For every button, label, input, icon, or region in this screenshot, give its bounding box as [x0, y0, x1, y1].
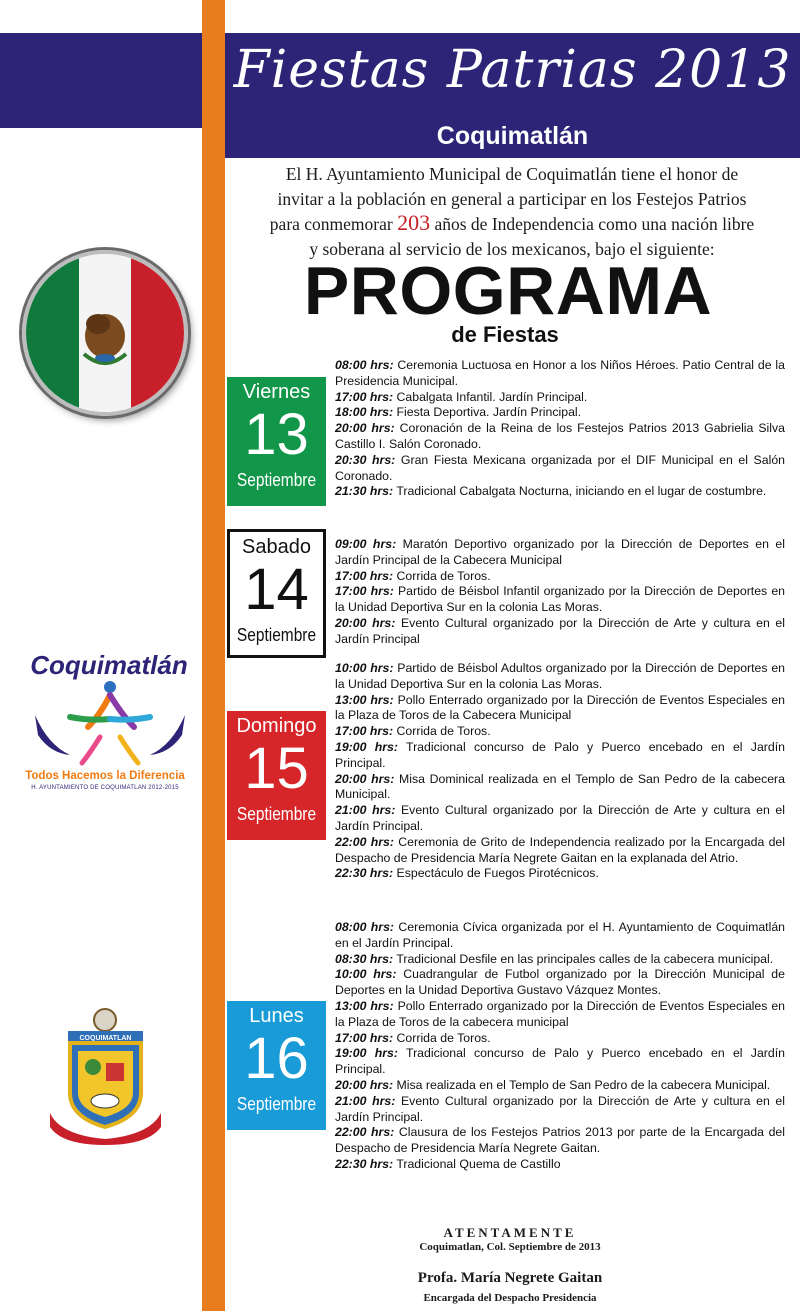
event-item: 08:30 hrs: Tradicional Desfile en las principales calles de la cabecera municipal.	[335, 951, 774, 966]
day-month: Septiembre	[236, 804, 317, 824]
event-item: 17:00 hrs: Cabalgata Infantil. Jardín Principal.	[335, 389, 588, 404]
day-number: 16	[244, 1026, 309, 1091]
event-item: 19:00 hrs: Tradicional concurso de Palo y Puerco encebado en el Jardín Principal.	[335, 739, 785, 770]
closing-place-date: Coquimatlan, Col. Septiembre de 2013	[419, 1241, 601, 1253]
event-item: 22:00 hrs: Ceremonia de Grito de Independencia realizado por la Encargada del Despacho de Presidencia María Negrete Gaitan en la explanada del Atrio.	[335, 834, 785, 865]
day-card-sabado	[227, 529, 326, 658]
intro-line-3b: años de Independencia como una nación libre	[434, 214, 755, 234]
event-item: 13:00 hrs: Pollo Enterrado organizado por la Dirección de Eventos Especiales en la Plaza de Toros de la cabecera municipal	[335, 998, 785, 1029]
day-number: 14	[244, 557, 309, 622]
event-item: 21:30 hrs: Tradicional Cabalgata Nocturna, iniciando en el lugar de costumbre.	[335, 484, 767, 499]
event-item: 10:00 hrs: Partido de Béisbol Adultos organizado por la Dirección de Deportes en la Unidad Deportiva Sur en la colonia Las Moras.	[335, 661, 786, 691]
day-name: Lunes	[249, 1005, 304, 1027]
event-item: 21:00 hrs: Evento Cultural organizado por la Dirección de Arte y cultura en el Jardín Principal.	[335, 803, 785, 833]
people-logo-icon	[30, 675, 190, 770]
events-sabado	[335, 537, 785, 648]
event-item: 13:00 hrs: Pollo Enterrado organizado por la Dirección de Eventos Especiales en la Plaza de Toros de la Cabecera Municipal	[335, 692, 785, 723]
mexican-flag-icon	[22, 250, 188, 416]
poster-title: Fiestas Patrias 2013	[233, 40, 792, 100]
event-item: 20:00 hrs: Coronación de la Reina de los Festejos Patrios 2013 Gabrielia Silva Castillo I. Salón Coronado.	[335, 421, 785, 451]
header-band-left	[0, 33, 202, 128]
events-viernes	[335, 358, 785, 500]
day-card-viernes	[227, 377, 326, 506]
intro-line-2: invitar a la población en general a participar en los Festejos Patrios	[277, 188, 747, 209]
signer-role: Encargada del Despacho Presidencia	[423, 1292, 597, 1304]
logo-slogan: Todos Hacemos la Diferencia	[25, 770, 185, 782]
day-number: 13	[244, 402, 309, 467]
event-item: 22:30 hrs: Espectáculo de Fuegos Pirotécnicos.	[335, 866, 599, 881]
closing-atentamente: ATENTAMENTE	[443, 1225, 577, 1240]
programa-heading: PROGRAMA	[303, 253, 713, 329]
day-name: Domingo	[236, 715, 317, 737]
day-name: Viernes	[242, 381, 311, 403]
orange-divider	[202, 0, 225, 1311]
event-item: 09:00 hrs: Maratón Deportivo organizado por la Dirección de Deportes en el Jardín Principal de la Cabecera Municipal	[335, 537, 785, 567]
intro-line-3	[232, 211, 792, 237]
intro-line-4: y soberana al servicio de los mexicanos, bajo el siguiente:	[309, 238, 715, 259]
shield-banner-text: COQUIMATLAN	[79, 1035, 132, 1042]
event-item: 18:00 hrs: Fiesta Deportiva. Jardín Principal.	[335, 405, 582, 420]
event-item: 22:00 hrs: Clausura de los Festejos Patrios 2013 por parte de la Encargada del Despacho de Presidencia María Negrete Gaitan.	[335, 1125, 785, 1156]
day-month: Septiembre	[236, 470, 317, 490]
event-item: 22:30 hrs: Tradicional Quema de Castillo	[335, 1156, 561, 1171]
intro-line-1: El H. Ayuntamiento Municipal de Coquimatlán tiene el honor de	[285, 164, 739, 184]
event-item: 10:00 hrs: Cuadrangular de Futbol organizado por la Dirección Municipal de Deportes en la Unidad Deportiva Gustavo Vázquez Montes.	[335, 967, 785, 998]
events-lunes	[335, 920, 785, 1173]
logo-caption: H. AYUNTAMIENTO DE COQUIMATLAN 2012-2015	[31, 785, 179, 791]
events-domingo	[335, 661, 785, 882]
programa-subheading: de Fiestas	[451, 322, 559, 347]
town-name: Coquimatlán	[436, 122, 589, 150]
event-item: 17:00 hrs: Corrida de Toros.	[335, 568, 491, 583]
coat-of-arms-icon	[48, 1005, 163, 1145]
signer-name: Profa. María Negrete Gaitan	[417, 1270, 603, 1286]
day-card-lunes	[227, 1001, 326, 1130]
event-item: 19:00 hrs: Tradicional concurso de Palo y Puerco encebado en el Jardín Principal.	[335, 1046, 785, 1077]
day-name: Sabado	[242, 536, 311, 558]
event-item: 17:00 hrs: Corrida de Toros.	[335, 724, 491, 739]
event-item: 20:00 hrs: Misa Dominical realizada en el Templo de San Pedro de la cabecera Municipal.	[335, 771, 785, 802]
intro-paragraph	[232, 162, 792, 261]
intro-line-3a: para conmemorar	[269, 214, 393, 234]
day-number: 15	[244, 736, 309, 801]
event-item: 08:00 hrs: Ceremonia Luctuosa en Honor a los Niños Héroes. Patio Central de la Presidencia Municipal.	[335, 358, 785, 388]
event-item: 20:30 hrs: Gran Fiesta Mexicana organizada por el DIF Municipal en el Salón Coronado.	[335, 452, 786, 483]
event-item: 21:00 hrs: Evento Cultural organizado por la Dirección de Arte y cultura en el Jardín Principal.	[335, 1093, 785, 1124]
event-item: 17:00 hrs: Partido de Béisbol Infantil organizado por la Dirección de Deportes en la Unidad Deportiva Sur en la colonia Las Moras.	[335, 584, 785, 615]
event-item: 08:00 hrs: Ceremonia Cívica organizada por el H. Ayuntamiento de Coquimatlán en el Jardín Principal.	[335, 920, 785, 950]
event-item: 17:00 hrs: Corrida de Toros.	[335, 1030, 491, 1045]
years-count: 203	[397, 210, 431, 235]
day-month: Septiembre	[236, 1094, 317, 1114]
event-item: 20:00 hrs: Misa realizada en el Templo de San Pedro de la cabecera Municipal.	[335, 1077, 771, 1092]
logo-wordmark: Coquimatlán	[30, 650, 188, 680]
day-card-domingo	[227, 711, 326, 840]
event-item: 20:00 hrs: Evento Cultural organizado por la Dirección de Arte y cultura en el Jardín Principal	[335, 615, 785, 646]
day-month: Septiembre	[236, 625, 317, 645]
